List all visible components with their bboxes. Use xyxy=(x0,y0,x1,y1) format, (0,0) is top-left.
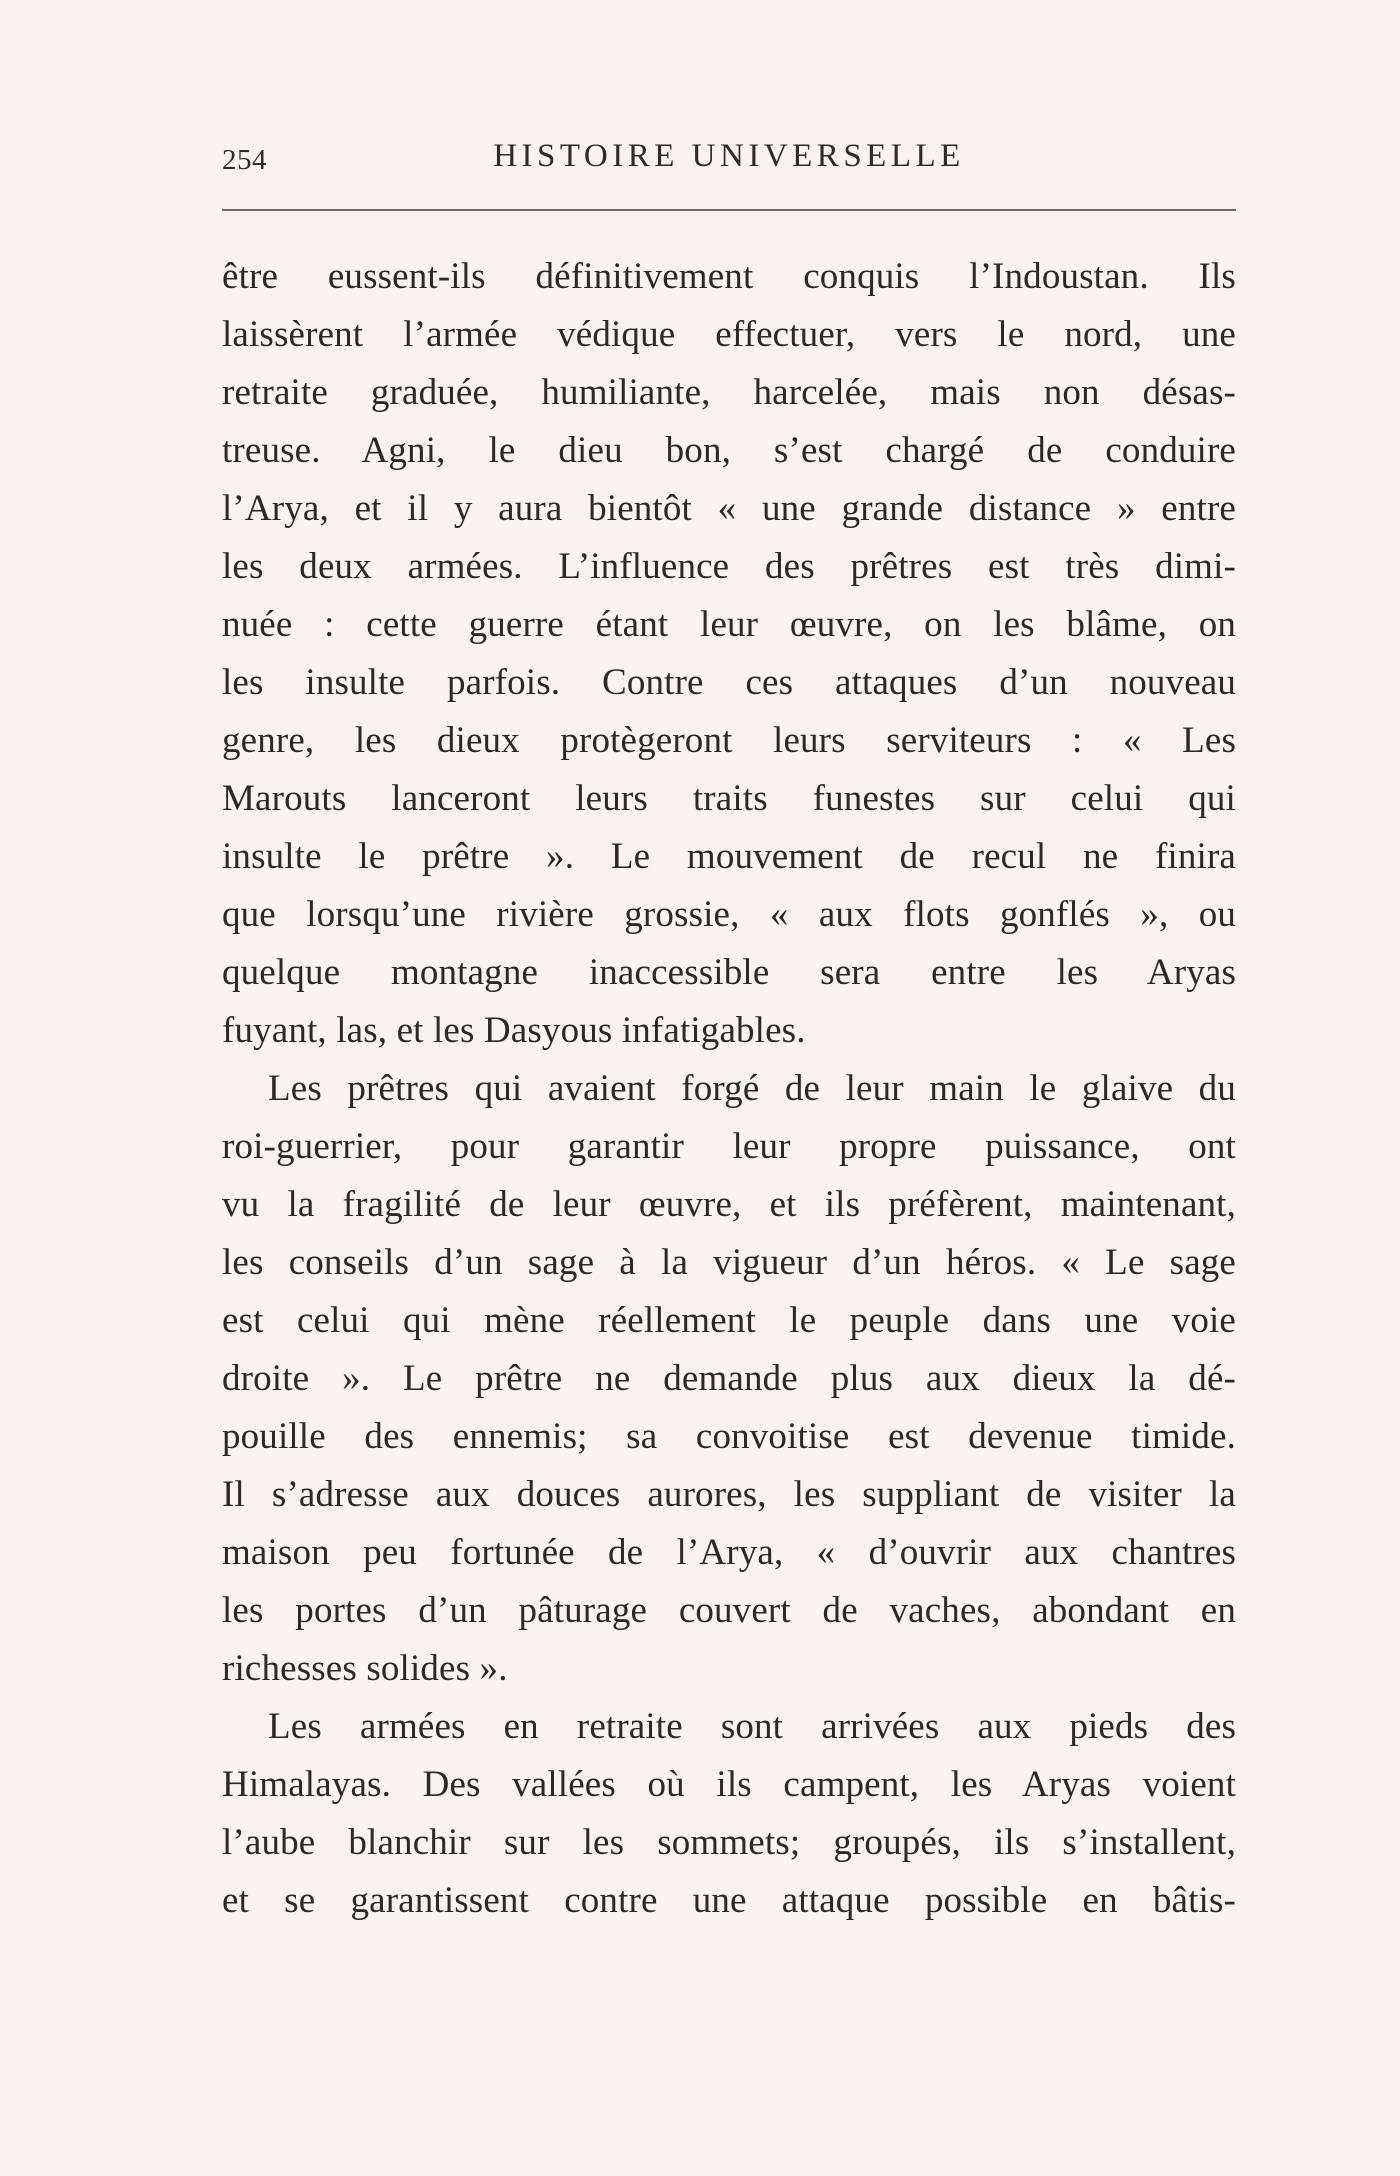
running-title: HISTOIRE UNIVERSELLE xyxy=(493,138,965,174)
text-line: insulte le prêtre ». Le mouvement de recul ne finira xyxy=(222,836,1236,877)
text-line: pouille des ennemis; sa convoitise est devenue timide. xyxy=(222,1416,1236,1457)
text-line: est celui qui mène réellement le peuple dans une voie xyxy=(222,1300,1236,1341)
text-line: l’aube blanchir sur les sommets; groupés, ils s’installent, xyxy=(222,1822,1236,1863)
text-line: l’Arya, et il y aura bientôt « une grande distance » entre xyxy=(222,488,1236,529)
text-line: fuyant, las, et les Dasyous infatigables. xyxy=(222,1010,806,1051)
body-text xyxy=(222,248,1236,1930)
page-header xyxy=(222,138,1236,186)
text-line: retraite graduée, humiliante, harcelée, mais non désas- xyxy=(222,372,1236,413)
text-line: Les prêtres qui avaient forgé de leur main le glaive du xyxy=(268,1068,1236,1109)
text-line: Marouts lanceront leurs traits funestes sur celui qui xyxy=(222,778,1236,819)
text-line: roi-guerrier, pour garantir leur propre puissance, ont xyxy=(222,1126,1236,1167)
text-line: vu la fragilité de leur œuvre, et ils préfèrent, maintenant, xyxy=(222,1184,1236,1225)
text-line: richesses solides ». xyxy=(222,1648,508,1689)
page-number: 254 xyxy=(222,144,267,176)
text-line: et se garantissent contre une attaque possible en bâtis- xyxy=(222,1880,1236,1921)
text-line: quelque montagne inaccessible sera entre les Aryas xyxy=(222,952,1236,993)
text-line: droite ». Le prêtre ne demande plus aux dieux la dé- xyxy=(222,1358,1236,1399)
text-line: maison peu fortunée de l’Arya, « d’ouvrir aux chantres xyxy=(222,1532,1236,1573)
text-line: les insulte parfois. Contre ces attaques d’un nouveau xyxy=(222,662,1236,703)
text-line: genre, les dieux protègeront leurs serviteurs : « Les xyxy=(222,720,1236,761)
text-line: Il s’adresse aux douces aurores, les suppliant de visiter la xyxy=(222,1474,1236,1515)
text-line: Les armées en retraite sont arrivées aux pieds des xyxy=(268,1706,1236,1747)
text-line: laissèrent l’armée védique effectuer, vers le nord, une xyxy=(222,314,1236,355)
text-line: Himalayas. Des vallées où ils campent, les Aryas voient xyxy=(222,1764,1236,1805)
text-line: être eussent-ils définitivement conquis l’Indoustan. Ils xyxy=(222,256,1236,297)
text-line: treuse. Agni, le dieu bon, s’est chargé de conduire xyxy=(222,430,1236,471)
text-line: les portes d’un pâturage couvert de vaches, abondant en xyxy=(222,1590,1236,1631)
header-rule xyxy=(222,209,1236,211)
text-line: que lorsqu’une rivière grossie, « aux flots gonflés », ou xyxy=(222,894,1236,935)
text-line: nuée : cette guerre étant leur œuvre, on les blâme, on xyxy=(222,604,1236,645)
text-line: les conseils d’un sage à la vigueur d’un héros. « Le sage xyxy=(222,1242,1236,1283)
text-line: les deux armées. L’influence des prêtres est très dimi- xyxy=(222,546,1236,587)
